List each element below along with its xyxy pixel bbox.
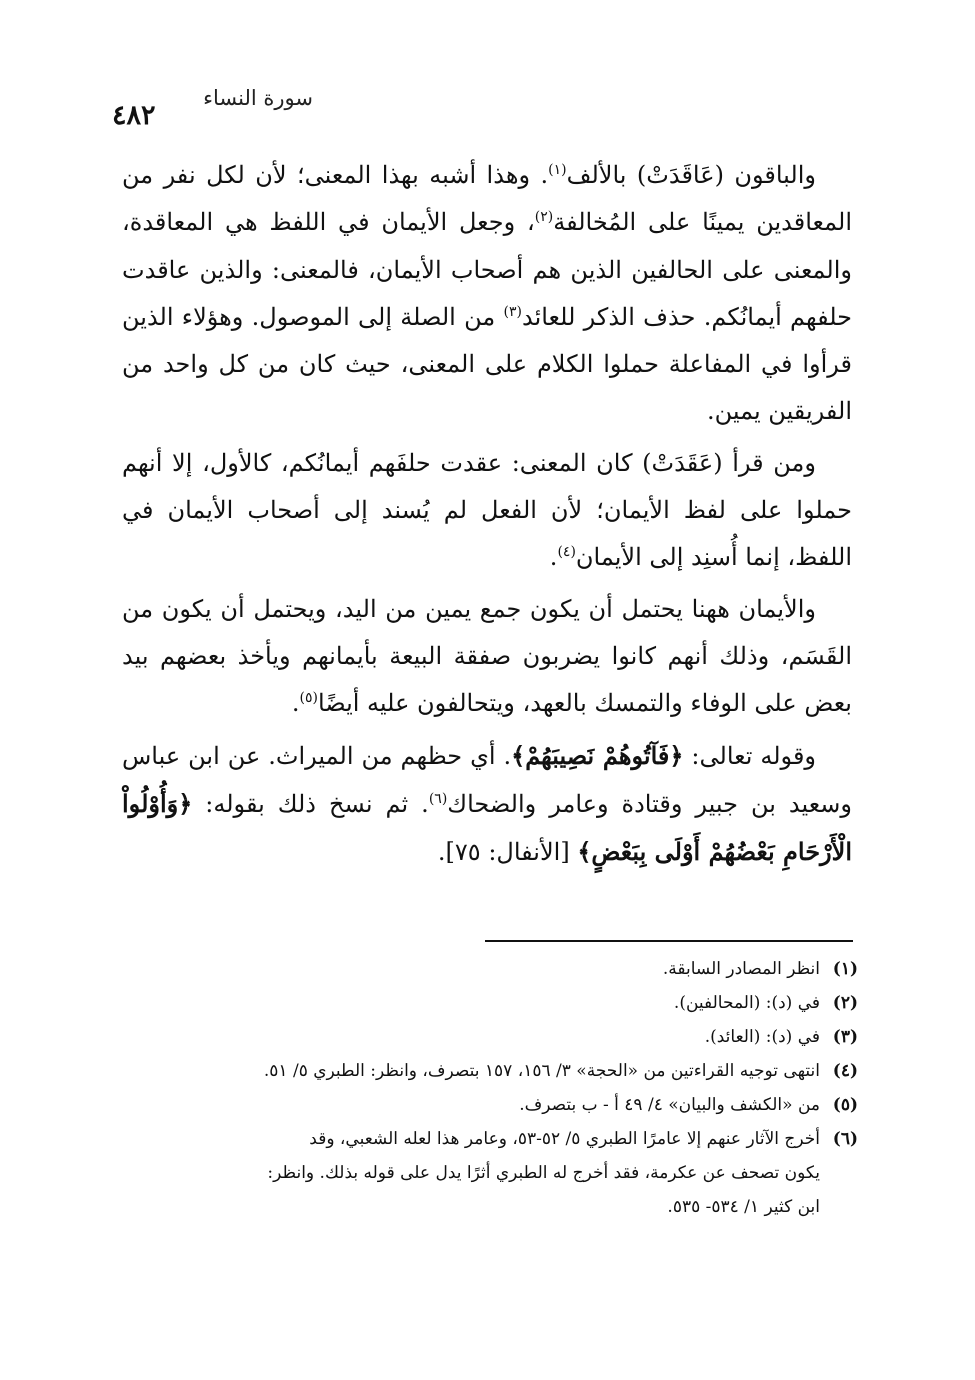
footnote-ref-2: (٢) xyxy=(534,209,554,226)
footnote xyxy=(118,1054,858,1088)
text-run: . xyxy=(549,543,558,572)
footnote-number: (٤) xyxy=(832,1061,858,1081)
footnote xyxy=(118,952,858,986)
footnote-text xyxy=(118,1054,820,1088)
paragraph-1 xyxy=(122,152,852,436)
quran-quote: ﴿وَأُوْلُواْ الْأَرْحَامِ بَعْضُهُمْ أَوْلَى بِبَعْضٍ﴾ xyxy=(122,788,852,867)
body-text xyxy=(122,152,852,876)
paragraph-2 xyxy=(122,440,852,582)
footnote xyxy=(118,986,858,1020)
text-run: من الصلة إلى الموصول. وهؤلاء الذين قرأوا في المفاعلة حملوا الكلام على المعنى، حيث كان من كل واحد من الفريقين يمين. xyxy=(122,302,852,426)
footnote xyxy=(118,1088,858,1122)
quran-quote: ﴿فَآتُوهُمْ نَصِيبَهُمْ﴾ xyxy=(511,740,684,770)
footnote-text xyxy=(118,1122,820,1224)
text-run: والأيمان ههنا يحتمل أن يكون جمع يمين من اليد، ويحتمل أن يكون من القَسَم، وذلك أنهم كانوا يضربون صفقة البيعة بأيمانهم ويأخذ بعضهم بيد بعض على الوفاء والتمسك بالعهد، ويتحالفون عليه أيضًا xyxy=(122,594,852,718)
footnote-line: من «الكشف والبيان» ٤/ ٤٩ أ - ب بتصرف. xyxy=(519,1095,820,1115)
footnote-line: في (د): (العائد). xyxy=(704,1027,820,1047)
footnote-line: انظر المصادر السابقة. xyxy=(662,959,820,979)
text-run: والباقون (عَاقَدَتْ) بالألف xyxy=(566,161,816,189)
text-run: . أي حظهم من الميراث. عن ابن عباس وسعيد بن جبير وقتادة وعامر والضحاك xyxy=(122,741,853,818)
text-run: ، وجعل الأيمان في اللفظ هي المعاقدة، والمعنى على الحالفين الذين هم أصحاب الأيمان، فالمعنى: والذين عاقدت حلفهم أيمانُكم. حذف الذكر للعائد xyxy=(122,208,853,331)
footnote-line: يكون تصحف عن عكرمة، فقد أخرج له الطبري أثرًا يدل على قوله بذلك. وانظر: xyxy=(267,1163,820,1183)
text-run: [الأنفال: ٧٥]. xyxy=(437,838,578,867)
footnote-text xyxy=(118,1020,820,1054)
footnote-line: انتهى توجيه القراءتين من «الحجة» ٣/ ١٥٦، ١٥٧ بتصرف، وانظر: الطبري ٥/ ٥١. xyxy=(263,1061,820,1081)
footnote xyxy=(118,1020,858,1054)
paragraph-4 xyxy=(122,732,852,877)
footnote-divider xyxy=(485,940,853,942)
footnote-text xyxy=(118,952,820,986)
text-run: . xyxy=(291,689,300,718)
footnote-ref-6: (٦) xyxy=(428,790,448,807)
running-title: سورة النساء xyxy=(203,86,313,110)
footnote-ref-3: (٣) xyxy=(503,303,522,320)
footnotes xyxy=(118,952,858,1224)
text-run: ومن قرأ (عَقَدَتْ) كان المعنى: عقدت حلفَهم أيمانُكم، كالأول، إلا أنهم حملوا على لفظ الأيمان؛ لأن الفعل لم يُسند إلى أصحاب الأيمان في اللفظ، إنما أُسنِد إلى الأيمان xyxy=(122,448,852,572)
footnote-text xyxy=(118,1088,820,1122)
footnote-line: في (د): (المحالفين). xyxy=(673,993,820,1013)
footnote-ref-5: (٥) xyxy=(299,690,318,707)
footnote-line: أخرج الآثار عنهم إلا عامرًا الطبري ٥/ ٥٢-٥٣، وعامر هذا لعله الشعبي، وقد xyxy=(309,1129,820,1149)
text-run: وقوله تعالى: xyxy=(683,741,817,770)
footnote-number: (٣) xyxy=(832,1027,858,1047)
footnote-number: (٥) xyxy=(832,1095,858,1115)
footnote-number: (٢) xyxy=(832,993,858,1013)
text-run: . ثم نسخ ذلك بقوله: xyxy=(192,789,429,818)
footnote-ref-1: (١) xyxy=(548,162,567,178)
footnote-number: (١) xyxy=(832,959,858,979)
footnote-line: ابن كثير ١/ ٥٣٤- ٥٣٥. xyxy=(667,1197,820,1217)
footnote xyxy=(118,1122,858,1224)
footnote-number: (٦) xyxy=(832,1129,858,1149)
paragraph-3 xyxy=(122,586,852,728)
footnote-ref-4: (٤) xyxy=(557,544,576,561)
text-run: . وهذا أشبه بهذا المعنى؛ لأن لكل نفر من المعاقدين يمينًا على المُخالفة xyxy=(122,161,852,237)
page-number: ٤٨٢ xyxy=(112,100,156,131)
footnote-text xyxy=(118,986,820,1020)
